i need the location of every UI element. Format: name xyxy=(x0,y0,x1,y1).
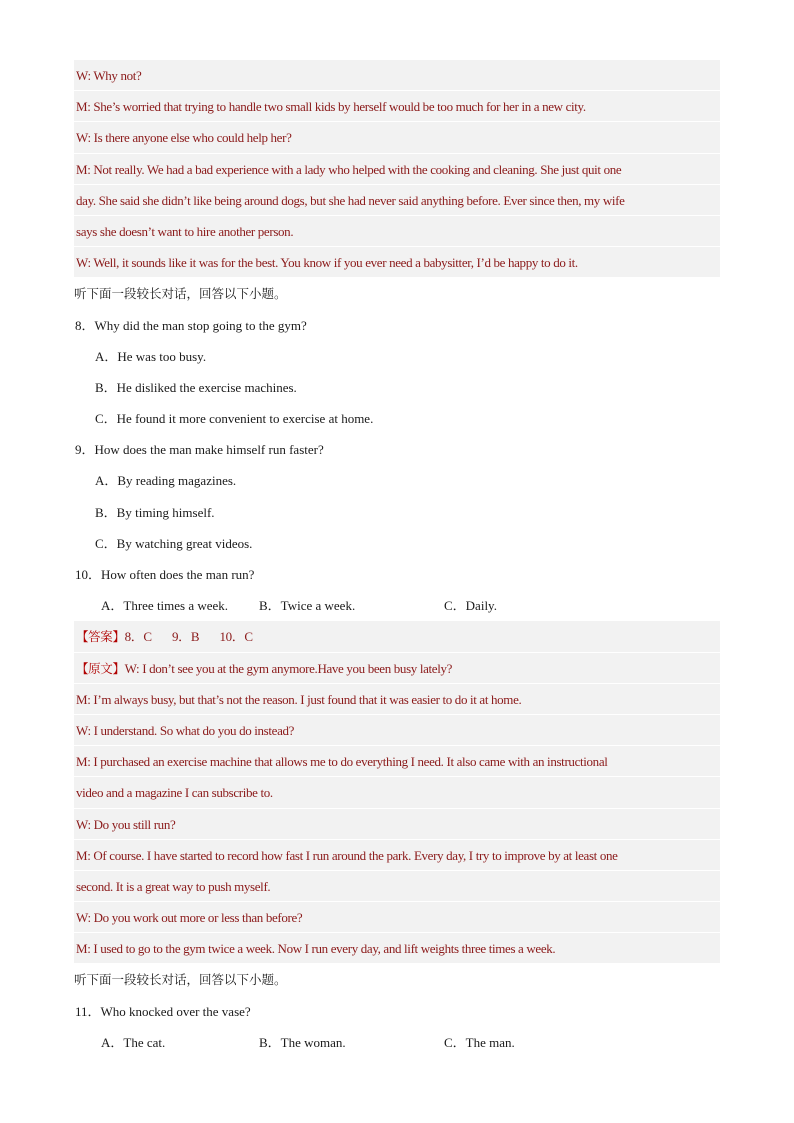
transcript-first-line xyxy=(74,653,720,684)
question-11-option-a: A．The cat. xyxy=(101,1034,166,1050)
question-8-option-c: C．He found it more convenient to exercise at home. xyxy=(95,411,374,427)
question-10-option-c: C．Daily. xyxy=(444,598,497,614)
transcript-line: M: I used to go to the gym twice a week. Now I run every day, and lift weights three times a week. xyxy=(74,933,720,964)
dialogue-transcript-1 xyxy=(74,60,720,278)
question-8-stem: 8．Why did the man stop going to the gym? xyxy=(75,317,307,333)
transcript-text: W: I don’t see you at the gym anymore.Have you been busy lately? xyxy=(124,660,453,676)
question-11-option-b: B．The woman. xyxy=(259,1034,346,1050)
transcript-line: video and a magazine I can subscribe to. xyxy=(74,777,720,808)
answer-text: 8．C 9．B 10．C xyxy=(124,629,253,645)
question-8-option-b: B．He disliked the exercise machines. xyxy=(95,379,297,395)
transcript-line: W: Do you work out more or less than before? xyxy=(74,902,720,933)
dialogue-line: M: She’s worried that trying to handle two small kids by herself would be too much for her in a new city. xyxy=(74,91,720,122)
dialogue-line: day. She said she didn’t like being around dogs, but she had never said anything before. Ever since then, my wife xyxy=(74,185,720,216)
transcript-line: second. It is a great way to push myself. xyxy=(74,871,720,902)
answer-and-transcript xyxy=(74,621,720,964)
transcript-line: M: I purchased an exercise machine that allows me to do everything I need. It also came with an instructional xyxy=(74,746,720,777)
question-11-stem: 11．Who knocked over the vase? xyxy=(75,1003,251,1019)
answer-tag: 【答案】 xyxy=(76,629,125,645)
question-10-options xyxy=(74,590,720,621)
transcript-line: W: Do you still run? xyxy=(74,809,720,840)
listening-instruction: 听下面一段较长对话，回答以下小题。 xyxy=(74,286,287,302)
dialogue-line: M: Not really. We had a bad experience with a lady who helped with the cooking and cleaning. She just quit one xyxy=(74,154,720,185)
question-10-option-a: A．Three times a week. xyxy=(101,598,229,614)
transcript-line: W: I understand. So what do you do instead? xyxy=(74,715,720,746)
document-page xyxy=(74,60,720,1058)
question-9-stem: 9．How does the man make himself run faster? xyxy=(75,442,324,458)
dialogue-line: W: Well, it sounds like it was for the best. You know if you ever need a babysitter, I’d be happy to do it. xyxy=(74,247,720,278)
dialogue-line: says she doesn’t want to hire another person. xyxy=(74,216,720,247)
question-11-options xyxy=(74,1027,720,1058)
question-9-option-b: B．By timing himself. xyxy=(95,504,215,520)
question-9-option-a: A．By reading magazines. xyxy=(95,473,237,489)
dialogue-line: W: Why not? xyxy=(74,60,720,91)
question-10-stem: 10．How often does the man run? xyxy=(75,567,255,582)
question-10-option-b: B．Twice a week. xyxy=(259,598,356,614)
dialogue-line: W: Is there anyone else who could help her? xyxy=(74,122,720,153)
transcript-tag: 【原文】 xyxy=(76,660,125,676)
question-11-option-c: C．The man. xyxy=(444,1034,515,1050)
transcript-line: M: I’m always busy, but that’s not the reason. I just found that it was easier to do it at home. xyxy=(74,684,720,715)
listening-instruction: 听下面一段较长对话，回答以下小题。 xyxy=(74,972,287,988)
question-9-option-c: C．By watching great videos. xyxy=(95,535,253,551)
question-8-option-a: A．He was too busy. xyxy=(95,348,207,364)
transcript-line: M: Of course. I have started to record how fast I run around the park. Every day, I try to improve by at least one xyxy=(74,840,720,871)
answer-line xyxy=(74,621,720,652)
